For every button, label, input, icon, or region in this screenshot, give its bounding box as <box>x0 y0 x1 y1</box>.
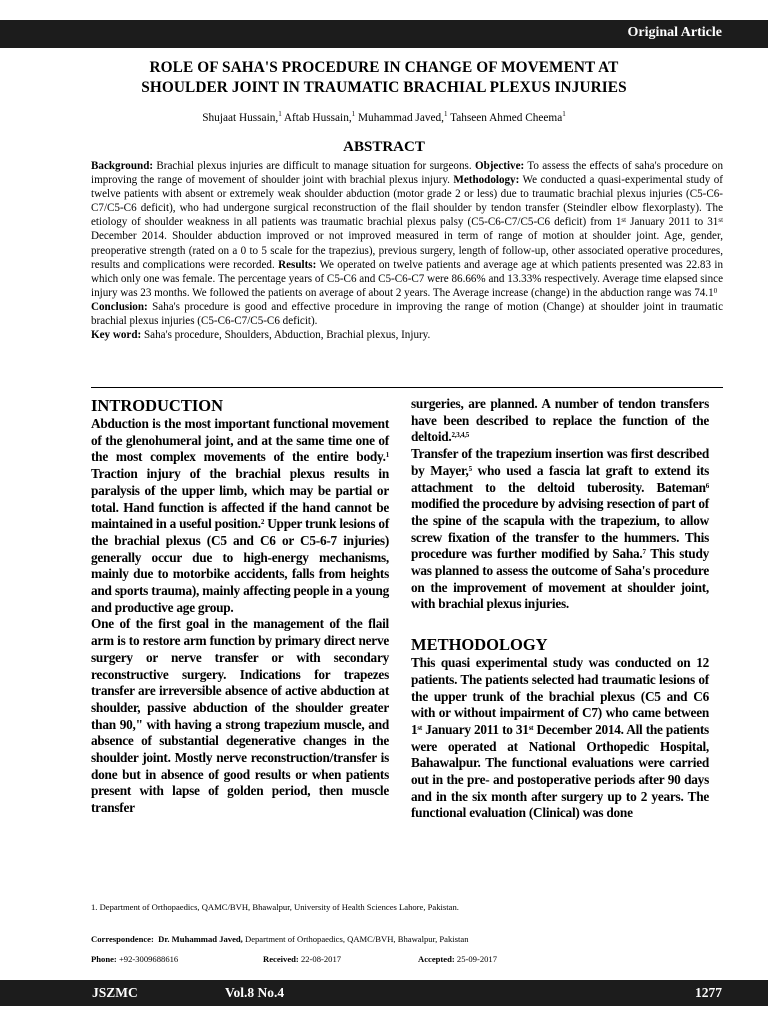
body-text: Transfer of the trapezium insertion was first described by Mayer, <box>411 446 709 478</box>
body-text: This quasi experimental study was conducted on 12 patients. The patients selected had traumatic lesions of the upper trunk of the brachial plexus (C5 and C6 with or without impairment of C7) who came between 1 <box>411 655 709 737</box>
correspondence-line <box>91 934 469 944</box>
methodology-label: Methodology: <box>453 174 520 187</box>
author-name: Muhammad Javed, <box>358 112 444 124</box>
background-text: Brachial plexus injuries are difficult to manage situation for surgeons. <box>156 160 472 172</box>
phone-label: Phone: <box>91 954 117 964</box>
title-line-1: ROLE OF SAHA'S PROCEDURE IN CHANGE OF MOVEMENT AT <box>149 59 619 76</box>
background-label: Background: <box>91 160 154 172</box>
body-text: surgeries, are planned. A number of tendon transfers have been described to replace the function of the deltoid. <box>411 396 709 445</box>
abstract-heading: ABSTRACT <box>343 139 425 155</box>
body-text: This study was planned to assess the outcome of Saha's procedure on the improvement of movement at shoulder joint, with brachial plexus injuries. <box>411 546 709 612</box>
accepted-label: Accepted: <box>418 954 455 964</box>
author-list <box>60 112 708 124</box>
body-text: modified the procedure by advising resection of part of the spine of the scapula with the trapezium, to allow screw fixation of the transfer to the hummers. This procedure was further modified by Saha. <box>411 496 709 562</box>
results-label: Results: <box>278 258 317 271</box>
accepted-date: 25-09-2017 <box>456 954 498 964</box>
right-column <box>411 396 709 822</box>
author-name: Aftab Hussain, <box>283 112 352 124</box>
ordinal-suffix: st <box>528 723 534 732</box>
author-name: Shujaat Hussain, <box>202 112 279 124</box>
body-text: who used a fascia lat graft to extend its attachment to the deltoid tuberosity. Bateman <box>411 462 710 495</box>
journal-name: JSZMC <box>92 985 138 1000</box>
results-text: We operated on twelve patients and average age at which patients presented was 22.83 in which only one was female. The percentage years of C5-C6 and C5-C6-C7 were 86.66% and 13.33% respectively. Average time elapsed since injury was 23 months. We followed the patients on average of about 2 years. The Average increase (change) in the abduction range was 74.1 <box>91 258 723 299</box>
conclusion-text: Saha's procedure is good and effective procedure in improving the range of motion (Change) at shoulder joint in traumatic brachial plexus injuries (C5-C6-C7/C5-C6 deficit). <box>91 300 723 328</box>
citation: 6 <box>705 481 709 490</box>
body-text: January 2011 to 31 <box>421 721 529 737</box>
footer-bar <box>0 980 768 1006</box>
author-name: Tahseen Ahmed Cheema <box>450 112 563 124</box>
page-number: 1277 <box>695 985 722 1000</box>
author-affiliation: 1 <box>443 110 448 118</box>
abstract-paragraph <box>91 328 723 342</box>
citation: 7 <box>642 548 646 557</box>
ordinal-suffix: st <box>621 216 627 225</box>
phone-number: +92-3009688616 <box>118 954 179 964</box>
introduction-paragraph <box>411 446 709 613</box>
ordinal-suffix: st <box>718 216 724 225</box>
ordinal-suffix: st <box>417 723 422 732</box>
conclusion-label: Conclusion: <box>91 300 148 313</box>
body-text: Traction injury of the brachial plexus results in paralysis of the upper limb, which may be partial or total. Hand function is affected if the hand cannot be maintained in a useful position. <box>91 466 389 532</box>
received-date: 22-08-2017 <box>300 954 342 964</box>
introduction-paragraph <box>411 396 709 446</box>
methodology-text: We conducted a quasi-experimental study of twelve patients with absent or extremely weak shoulder abduction (motor grade 2 or less) due to traumatic brachial plexus injuries (C5-C6-C7/C5-C6 deficit), who had undergone surgical reconstruction of the flail shoulder by tendon transfer (Steindler elbow flexorplasty). The etiology of shoulder weakness in all patients was traumatic brachial plexus palsy (C5-C6-C7/C5-C6 deficit) from 1 <box>91 174 723 229</box>
keywords-label: Key word: <box>91 329 142 342</box>
citation: 2 <box>260 518 265 527</box>
section-divider <box>91 387 723 388</box>
received-label: Received: <box>263 954 299 964</box>
introduction-heading: INTRODUCTION <box>91 396 224 415</box>
methodology-text: January 2011 to 31 <box>626 216 719 229</box>
volume-issue: Vol.8 No.4 <box>225 985 285 1000</box>
methodology-heading: METHODOLOGY <box>411 635 548 655</box>
abstract-body <box>91 159 723 342</box>
citation: 5 <box>468 464 472 473</box>
correspondence-name: Dr. Muhammad Javed, <box>158 934 243 944</box>
introduction-paragraph: One of the first goal in the management of the flail arm is to restore arm function by primary direct nerve surgery or nerve transfer or with secondary reconstructive surgery. Indications for trapezes transfer are irreversible absence of active abduction at shoulder, passive abduction of the shoulder greater than 90," with having a strong trapezium muscle, and absence of substantial degenerative changes in the shoulder joint. Mostly nerve reconstruction/transfer is done but in absence of good results or when patients present with lapse of golden period, then muscle transfer <box>91 616 389 816</box>
citation: 2,3,4,5 <box>451 431 469 440</box>
author-affiliation: 1 <box>562 110 566 118</box>
article-title <box>60 58 708 98</box>
methodology-paragraph <box>411 655 709 822</box>
abstract-paragraph <box>91 300 723 328</box>
introduction-paragraph <box>91 416 389 616</box>
body-text: December 2014. All the patients were operated at National Orthopedic Hospital, Bahawalpur. The functional evaluations were carried out in the pre- and postoperative periods after 90 days and in the six month after surgery up to 2 years. The functional evaluation (Clinical) was done <box>411 721 709 821</box>
body-text: Abduction is the most important functional movement of the glenohumeral joint, and at the same time one of the most complex movements of the entire body. <box>91 416 389 465</box>
header-bar <box>0 20 768 48</box>
citation: 1 <box>385 451 389 460</box>
affiliation-footnote: 1. Department of Orthopaedics, QAMC/BVH, Bhawalpur, University of Health Sciences Lahore, Pakistan. <box>91 902 459 912</box>
article-type-label: Original Article <box>627 25 722 40</box>
correspondence-label: Correspondence: <box>91 934 154 944</box>
author-affiliation: 1 <box>351 110 356 118</box>
left-column <box>91 396 389 817</box>
degree-mark: 0 <box>713 286 718 295</box>
objective-text: To assess the effects of saha's procedure on improving the range of movement of shoulder joint with brachial plexus injury. <box>91 160 724 187</box>
abstract-paragraph <box>91 159 723 300</box>
keywords-text: Saha's procedure, Shoulders, Abduction, Brachial plexus, Injury. <box>144 329 431 342</box>
objective-label: Objective: <box>474 160 525 172</box>
body-text: Upper trunk lesions of the brachial plexus (C5 and C6 or C5-6-7 injuries) generally occur due to high-energy mechanisms, mainly due to motorbike accidents, falls from heights and sports trauma), mainly affecting people in a young and productive age group. <box>91 516 390 615</box>
accepted-info <box>418 954 497 964</box>
received-info <box>263 954 341 964</box>
phone-info <box>91 954 178 964</box>
correspondence-address: Department of Orthopaedics, QAMC/BVH, Bhawalpur, Pakistan <box>244 934 469 944</box>
methodology-text: December 2014. Shoulder abduction improved or not improved measured in term of range of motion at shoulder joint. Age, gender, preoperative strength (rated on a 0 to 5 scale for the trapezius), previous surgery, length of follow-up, other associated operative procedures, results and complications were recorded. <box>91 230 723 271</box>
author-affiliation: 1 <box>278 110 282 118</box>
title-line-2: SHOULDER JOINT IN TRAUMATIC BRACHIAL PLEXUS INJURIES <box>141 79 627 96</box>
